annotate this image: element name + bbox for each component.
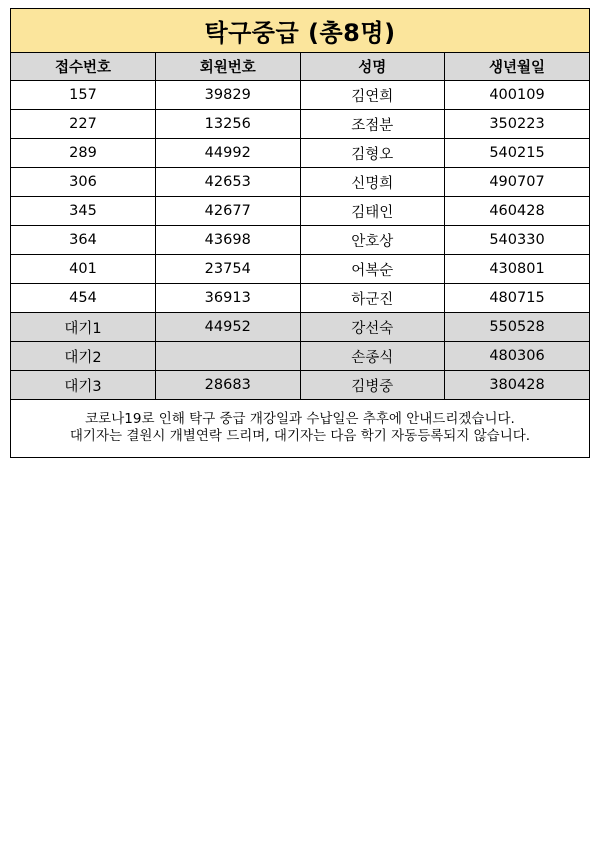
- page-title: 탁구중급 (총8명): [11, 9, 589, 53]
- member-number-cell: 23754: [156, 255, 301, 284]
- receipt-number-cell: 306: [11, 168, 156, 197]
- receipt-number-cell: 227: [11, 110, 156, 139]
- table-row: [11, 110, 589, 139]
- birthdate-cell: 380428: [445, 371, 590, 400]
- receipt-number-cell: 대기1: [11, 313, 156, 342]
- roster-sheet: [10, 8, 590, 458]
- notice-text: [11, 400, 589, 457]
- waitlist-row: [11, 313, 589, 342]
- birthdate-cell: 490707: [445, 168, 590, 197]
- table-row: [11, 168, 589, 197]
- column-header-receipt-number: 접수번호: [11, 53, 156, 81]
- name-cell: 조점분: [300, 110, 445, 139]
- birthdate-cell: 480306: [445, 342, 590, 371]
- member-number-cell: [156, 342, 301, 371]
- table-row: [11, 284, 589, 313]
- birthdate-cell: 540215: [445, 139, 590, 168]
- member-number-cell: 42653: [156, 168, 301, 197]
- name-cell: 강선숙: [300, 313, 445, 342]
- birthdate-cell: 550528: [445, 313, 590, 342]
- birthdate-cell: 540330: [445, 226, 590, 255]
- header-row: [11, 53, 589, 81]
- birthdate-cell: 480715: [445, 284, 590, 313]
- receipt-number-cell: 157: [11, 81, 156, 110]
- table-row: [11, 226, 589, 255]
- table-row: [11, 81, 589, 110]
- name-cell: 김태인: [300, 197, 445, 226]
- column-header-name: 성명: [300, 53, 445, 81]
- waitlist-row: [11, 342, 589, 371]
- birthdate-cell: 350223: [445, 110, 590, 139]
- name-cell: 손종식: [300, 342, 445, 371]
- member-number-cell: 43698: [156, 226, 301, 255]
- column-header-member-number: 회원번호: [156, 53, 301, 81]
- receipt-number-cell: 454: [11, 284, 156, 313]
- receipt-number-cell: 대기2: [11, 342, 156, 371]
- table-row: [11, 197, 589, 226]
- member-number-cell: 44952: [156, 313, 301, 342]
- table-row: [11, 139, 589, 168]
- receipt-number-cell: 364: [11, 226, 156, 255]
- receipt-number-cell: 대기3: [11, 371, 156, 400]
- table-row: [11, 255, 589, 284]
- member-number-cell: 44992: [156, 139, 301, 168]
- name-cell: 어복순: [300, 255, 445, 284]
- receipt-number-cell: 345: [11, 197, 156, 226]
- member-number-cell: 42677: [156, 197, 301, 226]
- notice-line: 코로나19로 인해 탁구 중급 개강일과 수납일은 추후에 안내드리겠습니다.: [85, 411, 515, 427]
- member-number-cell: 13256: [156, 110, 301, 139]
- name-cell: 김병중: [300, 371, 445, 400]
- birthdate-cell: 430801: [445, 255, 590, 284]
- column-header-birthdate: 생년월일: [445, 53, 590, 81]
- member-number-cell: 28683: [156, 371, 301, 400]
- name-cell: 신명희: [300, 168, 445, 197]
- birthdate-cell: 400109: [445, 81, 590, 110]
- name-cell: 하군진: [300, 284, 445, 313]
- member-number-cell: 39829: [156, 81, 301, 110]
- roster-table: [11, 53, 589, 400]
- name-cell: 김형오: [300, 139, 445, 168]
- waitlist-row: [11, 371, 589, 400]
- name-cell: 안호상: [300, 226, 445, 255]
- notice-line: 대기자는 결원시 개별연락 드리며, 대기자는 다음 학기 자동등록되지 않습니다.: [69, 428, 531, 444]
- member-number-cell: 36913: [156, 284, 301, 313]
- receipt-number-cell: 401: [11, 255, 156, 284]
- birthdate-cell: 460428: [445, 197, 590, 226]
- name-cell: 김연희: [300, 81, 445, 110]
- receipt-number-cell: 289: [11, 139, 156, 168]
